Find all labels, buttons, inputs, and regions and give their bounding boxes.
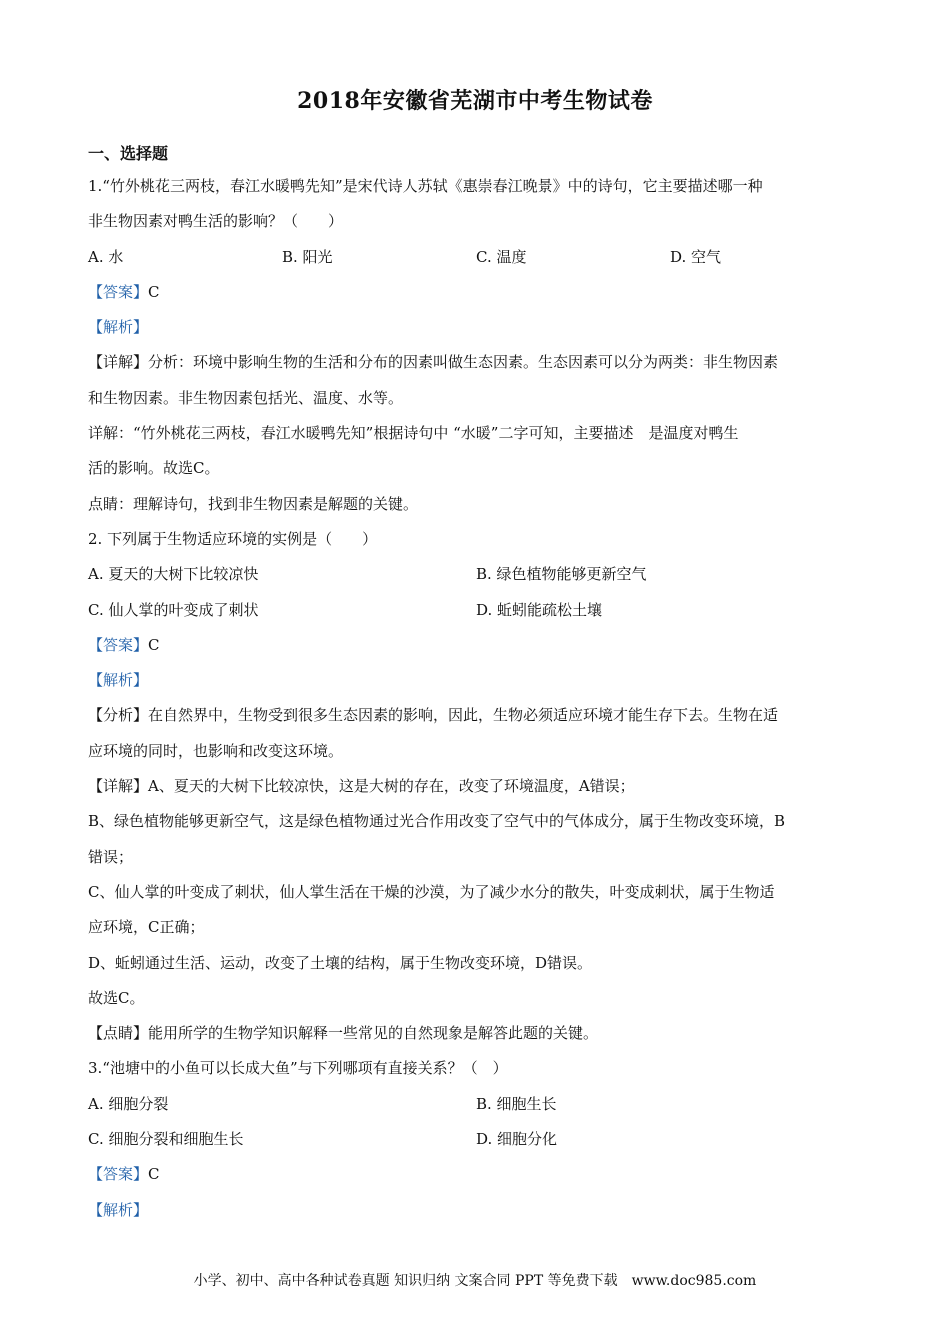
q3-options-row-1 [88,1088,868,1123]
answer-tag: 【答案】 [88,282,149,301]
q2-option-a: A. 夏天的大树下比较凉快 [88,565,259,584]
answer-value: C [148,282,160,301]
q2-detail-a: 【详解】A、夏天的大树下比较凉快，这是大树的存在，改变了环境温度，A错误； [88,777,635,796]
q1-option-c: C. 温度 [476,247,527,266]
q1-option-d: D. 空气 [670,247,722,266]
q1-stem-line-2: 非生物因素对鸭生活的影响？（ ） [88,212,344,231]
q1-stem-line-1: 1.“竹外桃花三两枝，春江水暖鸭先知”是宋代诗人苏轼《惠崇春江晚景》中的诗句，它主要描述哪一种 [88,177,763,195]
q2-option-b: B. 绿色植物能够更新空气 [476,565,647,584]
q3-option-a: A. 细胞分裂 [88,1094,169,1113]
q2-answer [88,629,868,664]
q3-stem: 3.“池塘中的小鱼可以长成大鱼”与下列哪项有直接关系？（ ） [88,1059,508,1078]
answer-value: C [148,635,160,654]
q2-detail-c-line-2: 应环境，C正确； [88,918,205,937]
section-heading: 一、选择题 [88,144,169,163]
q1-detail-line-3: 详解：“竹外桃花三两枝，春江水暖鸭先知”根据诗句中 “水暖”二字可知，主要描述 是温度对鸭生 [88,424,739,443]
q3-options-row-2 [88,1123,868,1158]
q3-option-c: C. 细胞分裂和细胞生长 [88,1130,244,1149]
q2-analysis-tag: 【解析】 [88,671,149,690]
answer-value: C [148,1165,160,1184]
page-footer: 小学、初中、高中各种试卷真题 知识归纳 文案合同 PPT 等免费下载 www.doc985.com [193,1273,757,1289]
page-title: 2018年安徽省芜湖市中考生物试卷 [297,88,653,114]
answer-tag: 【答案】 [88,1165,149,1184]
q2-detail-b-line-1: B、绿色植物能够更新空气，这是绿色植物通过光合作用改变了空气中的气体成分，属于生物改变环境，B [88,812,786,831]
q2-detail-c-line-1: C、仙人掌的叶变成了刺状，仙人掌生活在干燥的沙漠，为了减少水分的散失，叶变成刺状，属于生物适 [88,882,775,901]
q2-option-d: D. 蚯蚓能疏松土壤 [476,600,603,619]
q1-option-b: B. 阳光 [282,247,333,266]
q1-detail-line-4: 活的影响。故选C。 [88,459,220,478]
q2-tip: 【点睛】能用所学的生物学知识解释一些常见的自然现象是解答此题的关键。 [88,1024,599,1043]
q1-options [88,241,868,276]
q2-options-row-2 [88,594,868,629]
q2-option-c: C. 仙人掌的叶变成了刺状 [88,600,259,619]
q2-detail-d: D、蚯蚓通过生活、运动，改变了土壤的结构，属于生物改变环境，D错误。 [88,953,593,972]
q1-tip: 点睛：理解诗句，找到非生物因素是解题的关键。 [88,494,419,513]
q3-analysis-tag: 【解析】 [88,1200,149,1219]
q1-detail-line-1: 【详解】分析：环境中影响生物的生活和分布的因素叫做生态因素。生态因素可以分为两类：非生物因素 [88,353,779,372]
q2-analysis-line-1: 【分析】在自然界中，生物受到很多生态因素的影响，因此，生物必须适应环境才能生存下去。生物在适 [88,706,779,725]
q3-answer [88,1158,868,1193]
content [88,170,868,1229]
q3-option-d: D. 细胞分化 [476,1130,558,1149]
q2-analysis-line-2: 应环境的同时，也影响和改变这环境。 [88,741,344,760]
q1-option-a: A. 水 [88,247,124,266]
q2-stem: 2. 下列属于生物适应环境的实例是（ ） [88,529,378,548]
q3-option-b: B. 细胞生长 [476,1094,557,1113]
answer-tag: 【答案】 [88,635,149,654]
q2-conclusion: 故选C。 [88,988,145,1007]
q1-analysis-tag: 【解析】 [88,318,149,337]
q1-answer [88,276,868,311]
q2-options-row-1 [88,558,868,593]
q1-detail-line-2: 和生物因素。非生物因素包括光、温度、水等。 [88,388,404,407]
q2-detail-b-line-2: 错误； [88,847,134,866]
